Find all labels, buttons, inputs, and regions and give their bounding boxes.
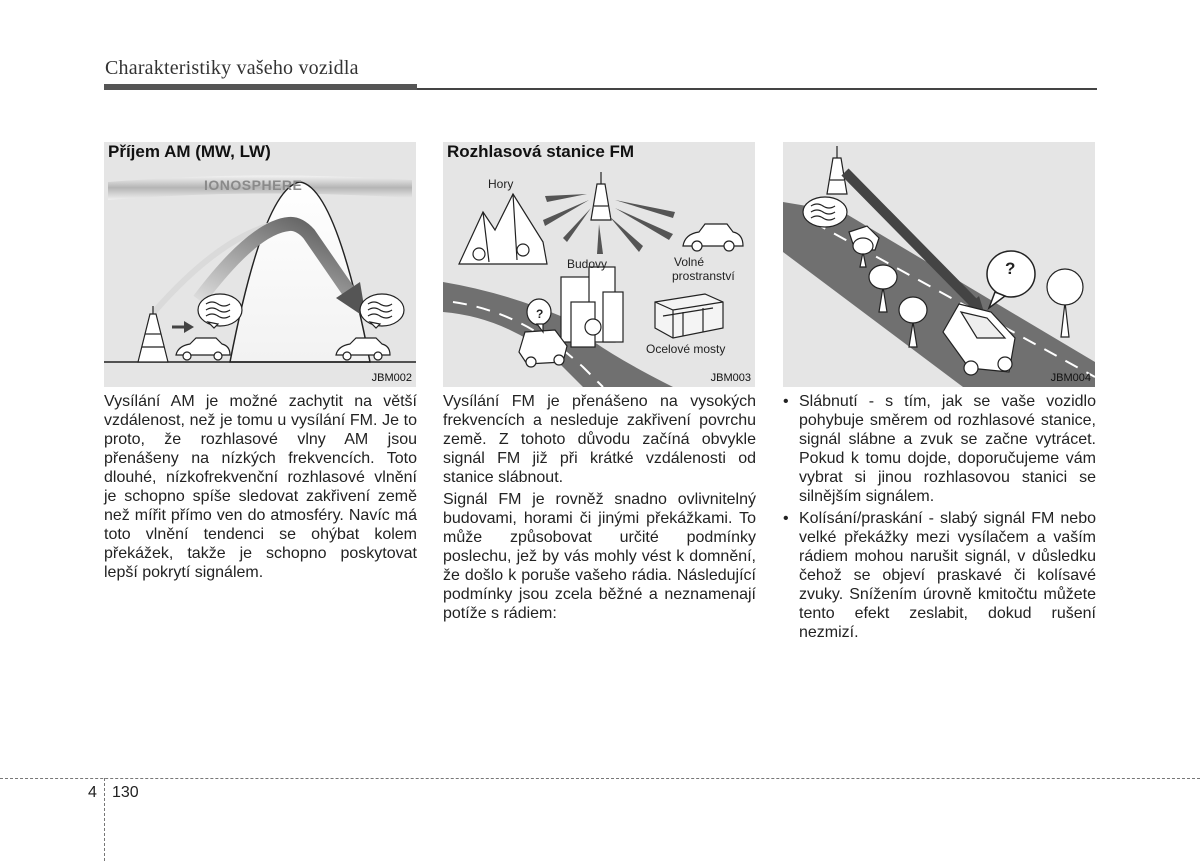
label-question-mark: ? (1005, 259, 1016, 278)
figure-fm-code: JBM003 (710, 372, 751, 384)
label-mountains: Hory (488, 177, 514, 191)
label-open-space-2: prostranství (672, 269, 735, 283)
list-item-fluttering (783, 509, 1096, 642)
am-paragraph: Vysílání AM je možné zachytit na větší vzdálenost, než je tomu u vysílání FM. Je to proto, že rozhlasové vlny AM jsou přenášeny na nízkých frekvencích. Toto dlouhé, nízkofrekvenční rozhlasové vlnění je schopno spíše sledovat zakřivení země než mířit přímo ven do atmosféry. Navíc má toto vlnění tendenci se ohýbat kolem překážek, takže je schopno poskytovat lepší pokrytí signálem. (104, 393, 417, 581)
figure-fading-code: JBM004 (1050, 372, 1091, 384)
footer-divider (104, 778, 105, 861)
header-rule (417, 88, 1097, 90)
page-header-title: Charakteristiky vašeho vozidla (105, 57, 359, 79)
figure-am-title: Příjem AM (MW, LW) (108, 142, 271, 161)
figure-fm-fading (783, 142, 1095, 387)
fading-illustration (783, 142, 1095, 387)
fm-paragraph-1: Vysílání FM je přenášeno na vysokých frekvencích a nesleduje zakřivení povrchu země. Z tohoto důvodu začíná obvykle signál FM již při krátké vzdálenosti od stanice slábnout. (443, 393, 756, 486)
column-am-text (104, 392, 417, 585)
header-bar (104, 84, 417, 90)
fading-text: Slábnutí - s tím, jak se vaše vozidlo pohybuje směrem od rozhlasové stanice, signál slábne a zvuk se začne vytrácet. Pokud k tomu dojde, doporučujeme vám vybrat si jinou rozhlasovou stanici se silnějším signálem. (799, 393, 1096, 505)
label-open-space-1: Volné (674, 255, 705, 269)
column-fm-text (443, 392, 756, 626)
fm-paragraph-2: Signál FM je rovněž snadno ovlivnitelný budovami, horami či jinými překážkami. To může způsobovat určité podmínky poslechu, jež by vás mohly vést k domnění, že došlo k poruše vašeho rádia. Následující podmínky jsou zcela běžné a neznamenají potíže s rádiem: (443, 491, 756, 622)
figure-fm-title: Rozhlasová stanice FM (447, 142, 635, 161)
conditions-list (783, 392, 1096, 642)
fluttering-text: Kolísání/praskání - slabý signál FM nebo velké překážky mezi vysílačem a vaším rádiem mohou narušit signál, v důsledku čehož se objeví praskavé či kolísavé zvuky. Snížením úrovně kmitočtu můžete tento efekt zeslabit, dokud rušení nezmizí. (799, 510, 1096, 641)
page-number: 130 (112, 784, 139, 801)
column-conditions-text (783, 392, 1096, 645)
bullet-marker: • (783, 510, 789, 527)
label-buildings: Budovy (567, 257, 608, 271)
figure-fm-station (443, 142, 755, 387)
list-item-fading (783, 392, 1096, 506)
svg-text:?: ? (536, 307, 544, 321)
ionosphere-label: IONOSPHERE (204, 177, 303, 193)
figure-am-code: JBM002 (371, 372, 412, 384)
footer-rule (0, 778, 1200, 779)
figure-am-reception (104, 142, 416, 387)
label-bridges: Ocelové mosty (646, 342, 726, 356)
bullet-marker: • (783, 393, 789, 410)
chapter-number: 4 (88, 784, 97, 801)
